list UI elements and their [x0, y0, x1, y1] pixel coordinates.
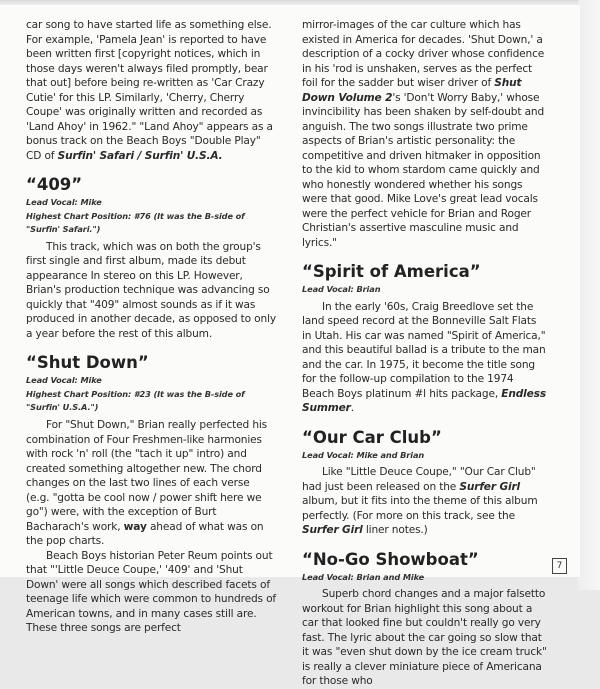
continued-paragraph: mirror-images of the car culture which has existed in America for decades. 'Shut Down,' a description of a cocky driver whose confidence in his 'rod is unshaken, serves as the perfect foil for the sadder but wiser driver of Shut Down Volume 2's 'Don't Worry Baby,' whose invincibility has been shaken by self-doubt and anguish. The two songs illustrate two prime aspects of Brian's artistic personality: the competitive and driven hitmaker in opposition to the kid to whom stardom came quickly and who honestly wondered whether his songs were that good. Mike Love's great lead vocals were the perfect vehicle for Brian and Roger Christian's assertive masculine music and lyrics." [302, 19, 545, 249]
album-title-emphasis: Surfin' Safari / Surfin' U.S.A. [57, 149, 223, 162]
song-body-our-car-club: Like "Little Deuce Coupe," "Our Car Club" had just been released on the Surfer Girl album, but it fits into the theme of this album perfectly. (For more on this track, see the Surfer Girl liner notes.) [302, 466, 538, 537]
lead-vocal-spirit-of-america: Lead Vocal: Brian [302, 284, 381, 294]
song-body-no-go-showboat: Superb chord changes and a major falsetto workout for Brian highlight this song about a car that looked fine but couldn't really go very fast. The lyric about the car going so slow that it was "even shut down by the ice cream truck" is really a clever miniature piece of Americana for those who [302, 588, 547, 688]
album-title-emphasis: Surfer Girl [302, 524, 363, 537]
song-title-409: “409” [26, 175, 83, 194]
song-title-our-car-club: “Our Car Club” [302, 427, 442, 447]
song-body-shut-down-1: For "Shut Down," Brian really perfected his combination of Four Freshmen-like harmonies with rock 'n' roll (the "tach it up" intro) and created something altogether new. The chord changes on the last two lines of each verse (e.g. "gotta be cool now / power shift here we go") were, with the exception of Burt Bacharach's work, way ahead of what was on the pop charts. [26, 419, 268, 548]
song-title-spirit-of-america: “Spirit of America” [302, 262, 481, 281]
album-title-emphasis: Shut Down Volume 2 [302, 77, 522, 104]
liner-notes-page [0, 5, 580, 688]
album-title-emphasis: Endless Summer [302, 387, 547, 415]
lead-vocal-shut-down: Lead Vocal: Mike [26, 375, 102, 386]
lead-vocal-our-car-club: Lead Vocal: Mike and Brian [302, 449, 425, 460]
left-column [26, 18, 276, 636]
song-body-spirit-of-america: In the early '60s, Craig Breedlove set the land speed record at the Bonneville Salt Flats in Utah. His car was named "Spirit of America," and this beautiful ballad is a tribute to the man and the car. In 1975, it become the title song for the follow-up compilation to the 1974 Beach Boys platinum #l hits package, Endless Summer. [302, 300, 547, 415]
lead-vocal-no-go-showboat: Lead Vocal: Brian and Mike [302, 571, 425, 582]
lead-vocal-409: Lead Vocal: Mike [26, 197, 102, 207]
page-number: 7 [552, 558, 567, 574]
song-title-shut-down: “Shut Down” [26, 353, 149, 373]
page-right-margin [578, 0, 600, 590]
song-title-no-go-showboat: “No-Go Showboat” [302, 549, 479, 569]
emphasis-way: way [123, 520, 147, 533]
right-column [302, 18, 548, 689]
song-body-409: This track, which was on both the group's first single and first album, made its debut appearance In stereo on this LP. However, Brian's production technique was advancing so quickly that "409" almost sounds as if it was produced in another decade, as opposed to only a year before the rest of this album. [26, 240, 276, 340]
intro-paragraph: car song to have started life as something else. For example, 'Pamela Jean' is reported to have been written first [copyright notices, which in those days weren't always filed promptly, bear that out] before being re-written as 'Car Crazy Cutie' for this LP. Similarly, 'Cherry, Cherry Coupe' was originally written and recorded as 'Land Ahoy' in 1962." "Land Ahoy" appears as a bonus track on the Beach Boys "Double Play" CD of Surfin' Safari / Surfin' U.S.A. [26, 19, 273, 162]
song-body-shut-down-2: Beach Boys historian Peter Reum points out that "'Little Deuce Coupe,' '409' and 'Shut Down' were all songs which described facets of teenage life which were common to hundreds of American towns, and in many cases still are. These three songs are perfect [26, 549, 277, 635]
chart-position-shut-down: Highest Chart Position: #23 (It was the B-side of "Surfin' U.S.A.") [26, 388, 245, 413]
album-title-emphasis: Surfer Girl [459, 480, 521, 493]
chart-position-409: Highest Chart Position: #76 (It was the B-side of "Surfin' Safari.") [26, 210, 245, 235]
